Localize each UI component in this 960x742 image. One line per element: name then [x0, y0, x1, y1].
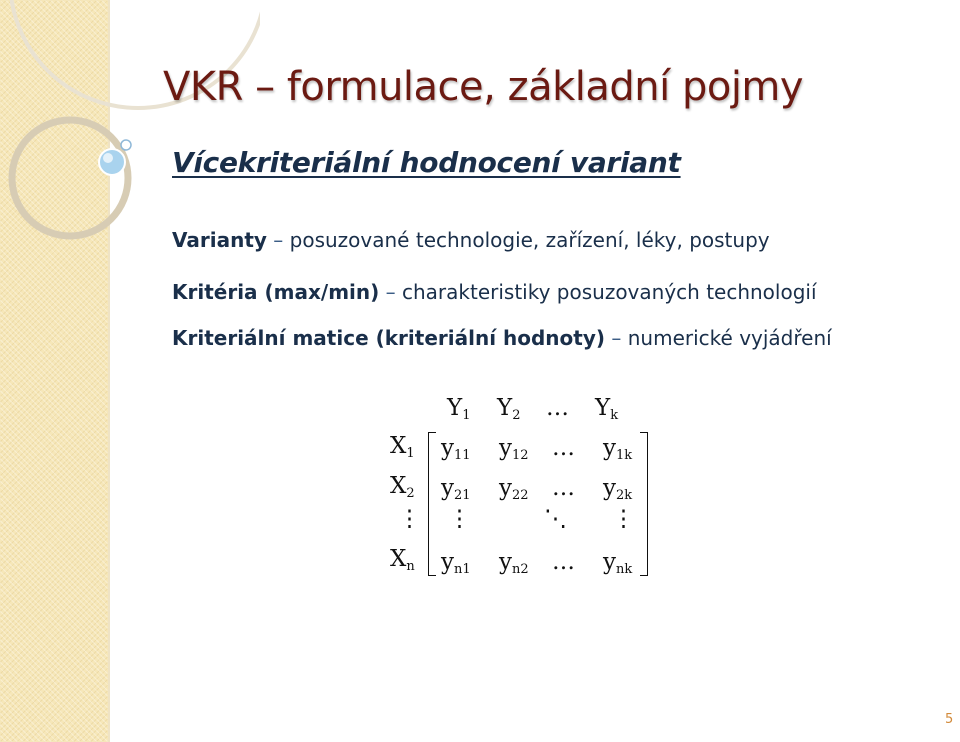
definition-varianty: posuzované technologie, zařízení, léky, postupy [289, 228, 770, 252]
decorative-bubble-large [99, 149, 125, 175]
matrix-cell: $y_{21}$ [441, 475, 471, 503]
left-bracket [428, 432, 436, 576]
matrix-cell: $y_{22}$ [499, 475, 529, 503]
matrix-cell: ⋮ [448, 506, 471, 532]
term-varianty: Varianty [172, 228, 267, 252]
dash: – [273, 228, 284, 252]
matrix-cell: … [552, 475, 575, 501]
definition-kriterialni-matice: numerické vyjádření [627, 326, 832, 350]
dash: – [611, 326, 622, 350]
matrix-cell: $y_{n2}$ [499, 549, 529, 577]
right-bracket [640, 432, 648, 576]
matrix-cell: $y_{nk}$ [603, 549, 633, 577]
col-header-y2: $Y_2$ [497, 395, 521, 423]
col-header-y1: $Y_1$ [447, 395, 471, 423]
matrix-cell: $y_{11}$ [441, 435, 471, 463]
matrix-cell: … [552, 435, 575, 461]
bullet-line-varianty [172, 228, 770, 252]
bubble-highlight [103, 153, 113, 163]
col-header-ellipsis: … [546, 395, 569, 421]
row-label-vdots: ⋮ [398, 506, 421, 532]
page-number: 5 [945, 712, 954, 727]
definition-kriteria: charakteristiky posuzovaných technologií [402, 280, 817, 304]
term-kriterialni-matice: Kriteriální matice (kriteriální hodnoty) [172, 326, 606, 350]
matrix-cell: ⋮ [612, 506, 635, 532]
row-label-x1: $X_1$ [390, 433, 415, 461]
decorative-rings-graphic [0, 0, 260, 260]
dash: – [385, 280, 396, 304]
col-header-yk: $Y_k$ [595, 395, 619, 423]
matrix-cell: $y_{1k}$ [603, 435, 633, 463]
decorative-ring-small [12, 120, 128, 236]
slide-title: VKR – formulace, základní pojmy [163, 64, 804, 110]
slide-subtitle: Vícekriteriální hodnocení variant [172, 146, 681, 179]
matrix-cell: $y_{2k}$ [603, 475, 633, 503]
row-label-x2: $X_2$ [390, 473, 415, 501]
matrix-cell: $y_{n1}$ [441, 549, 471, 577]
bullet-line-kriterialni-matice [172, 326, 832, 350]
bullet-line-kriteria [172, 280, 817, 304]
term-kriteria: Kritéria (max/min) [172, 280, 380, 304]
matrix-cell: … [552, 549, 575, 575]
row-label-xn: $X_n$ [390, 546, 415, 574]
matrix-cell: $y_{12}$ [499, 435, 529, 463]
decorative-bubble-small [121, 140, 131, 150]
matrix-cell: ⋱ [544, 506, 567, 532]
